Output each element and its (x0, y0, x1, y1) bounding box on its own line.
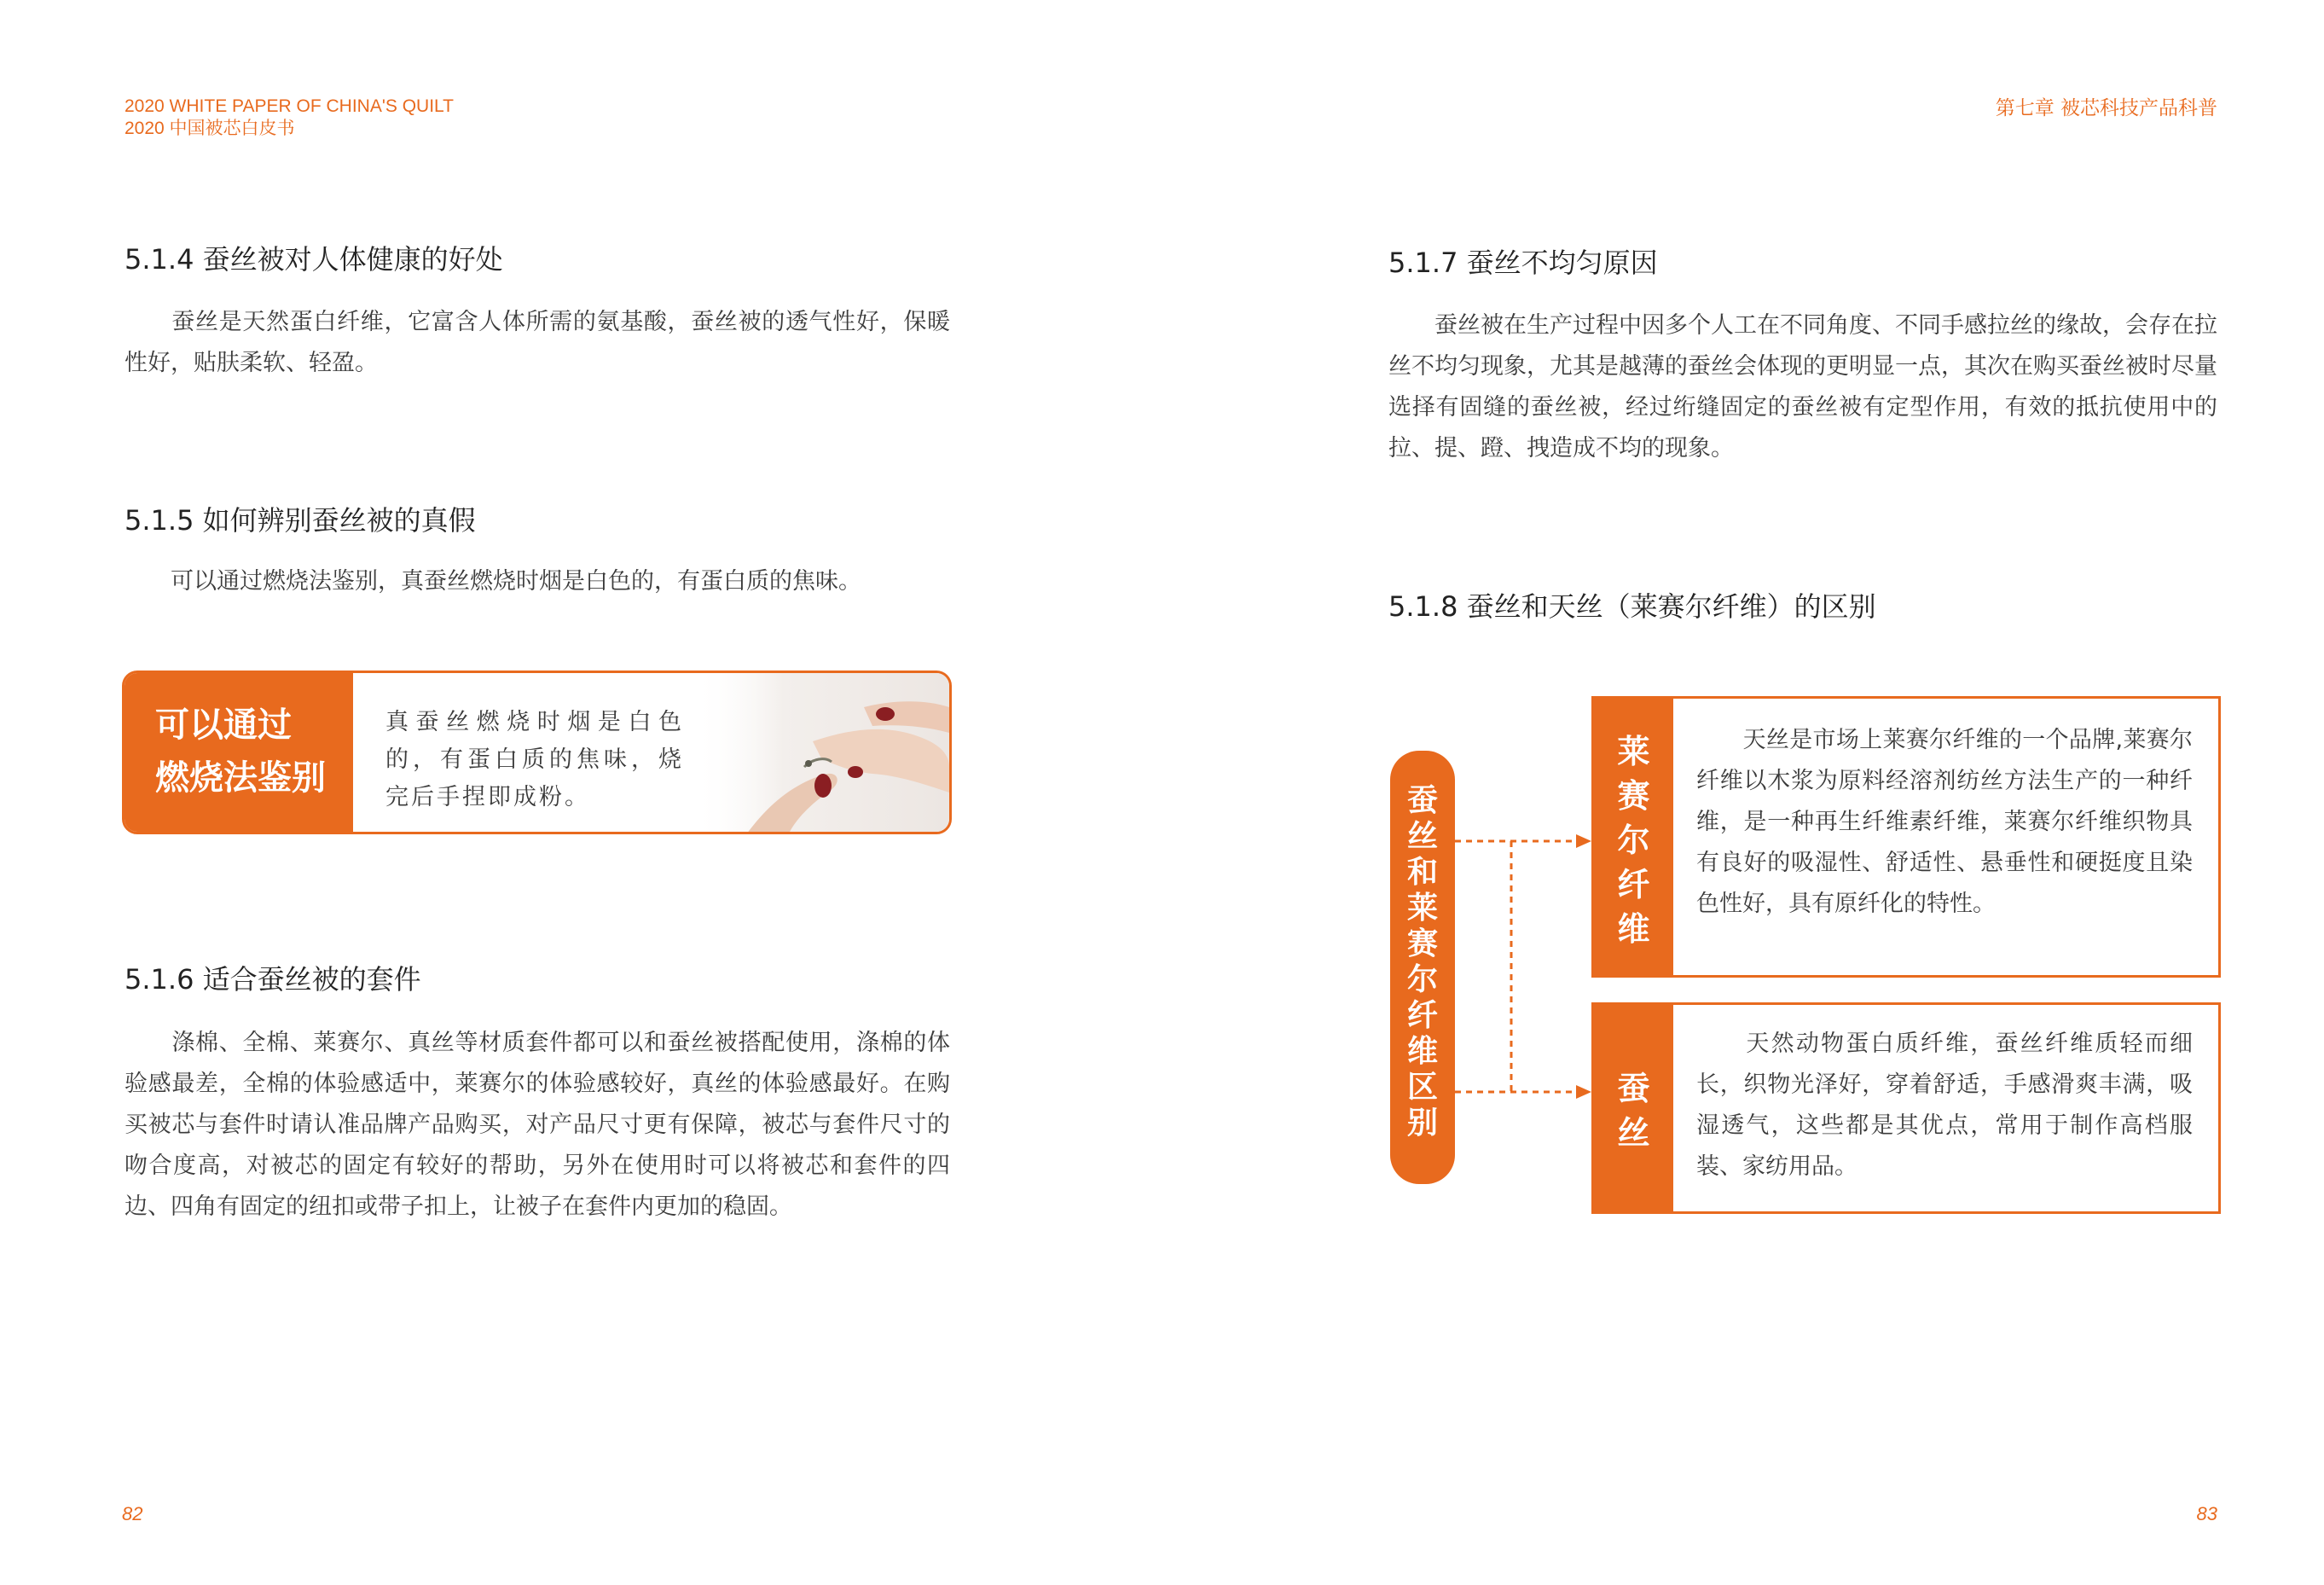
root-char: 尔 (1406, 962, 1438, 997)
burning-silk-hands-image (693, 673, 949, 834)
callout-text: 真蚕丝燃烧时烟是白色的，有蛋白质的焦味，烧完后手捏即成粉。 (385, 709, 684, 810)
silk-text: 天然动物蛋白质纤维，蚕丝纤维质轻而细长，织物光泽好，穿着舒适，手感滑爽丰满，吸湿透气，这些都是其优点，常用于制作高档服装、家纺用品。 (1696, 1031, 2193, 1180)
page-number-left: 82 (122, 1503, 143, 1524)
root-char: 别 (1406, 1106, 1438, 1141)
section-title-5-1-4: 5.1.4 蚕丝被对人体健康的好处 (125, 243, 503, 276)
root-char: 维 (1406, 1034, 1438, 1069)
diagram-connectors (1455, 827, 1591, 1109)
label-char: 维 (1617, 910, 1650, 948)
lyocell-text: 天丝是市场上莱赛尔纤维的一个品牌,莱赛尔纤维以木浆为原料经溶剂纺丝方法生产的一种纤维，是一种再生纤维素纤维，莱赛尔纤维织物具有良好的吸湿性、舒适性、悬垂性和硬挺度且染色性好，具有原纤化的特性。 (1696, 727, 2193, 917)
silk-box (1591, 1002, 2221, 1214)
label-char: 蚕 (1617, 1070, 1650, 1107)
callout-label-line1: 可以通过 (155, 705, 292, 745)
root-char: 和 (1406, 855, 1438, 890)
callout-label-line2: 燃烧法鉴别 (155, 758, 326, 798)
lyocell-label (1594, 699, 1673, 975)
section-title-5-1-6: 5.1.6 适合蚕丝被的套件 (125, 963, 421, 996)
section-body-5-1-4: 蚕丝是天然蛋白纤维，它富含人体所需的氨基酸，蚕丝被的透气性好，保暖性好，贴肤柔软、轻盈。 (125, 309, 950, 376)
label-char: 丝 (1617, 1114, 1650, 1152)
label-char: 赛 (1617, 777, 1650, 815)
chapter-title: 第七章 被芯科技产品科普 (1995, 97, 2217, 119)
root-char: 蚕 (1406, 783, 1438, 818)
section-body-5-1-7: 蚕丝被在生产过程中因多个人工在不同角度、不同手感拉丝的缘故，会存在拉丝不均匀现象，尤其是越薄的蚕丝会体现的更明显一点，其次在购买蚕丝被时尽量选择有固缝的蚕丝被，经过绗缝固定的蚕丝被有定型作用，有效的抵抗使用中的拉、提、蹬、拽造成不均的现象。 (1388, 312, 2217, 462)
root-char: 丝 (1406, 819, 1438, 854)
lyocell-box (1591, 696, 2221, 978)
callout-label (125, 673, 353, 832)
root-char: 纤 (1406, 998, 1438, 1033)
root-char: 莱 (1406, 891, 1438, 926)
label-char: 莱 (1617, 733, 1650, 770)
silk-label (1594, 1005, 1673, 1211)
diagram-root-label (1390, 751, 1455, 1184)
label-char: 纤 (1617, 866, 1650, 903)
burn-test-callout (122, 671, 952, 834)
section-title-5-1-5: 5.1.5 如何辨别蚕丝被的真假 (125, 504, 476, 537)
section-title-5-1-8: 5.1.8 蚕丝和天丝（莱赛尔纤维）的区别 (1388, 590, 1876, 623)
header-cn-title: 2020 中国被芯白皮书 (125, 119, 295, 138)
page-number-right: 83 (2196, 1503, 2217, 1524)
header-en-title: 2020 WHITE PAPER OF CHINA'S QUILT (125, 96, 454, 116)
root-char: 区 (1406, 1070, 1438, 1105)
section-title-5-1-7: 5.1.7 蚕丝不均匀原因 (1388, 247, 1658, 279)
section-body-5-1-5: 可以通过燃烧法鉴别，真蚕丝燃烧时烟是白色的，有蛋白质的焦味。 (125, 568, 861, 595)
root-char: 赛 (1406, 926, 1438, 961)
label-char: 尔 (1617, 822, 1650, 859)
section-body-5-1-6: 涤棉、全棉、莱赛尔、真丝等材质套件都可以和蚕丝被搭配使用，涤棉的体验感最差，全棉的体验感适中，莱赛尔的体验感较好，真丝的体验感最好。在购买被芯与套件时请认准品牌产品购买，对产品尺寸更有保障，被芯与套件尺寸的吻合度高，对被芯的固定有较好的帮助，另外在使用时可以将被芯和套件的四边、四角有固定的纽扣或带子扣上，让被子在套件内更加的稳固。 (125, 1030, 950, 1220)
